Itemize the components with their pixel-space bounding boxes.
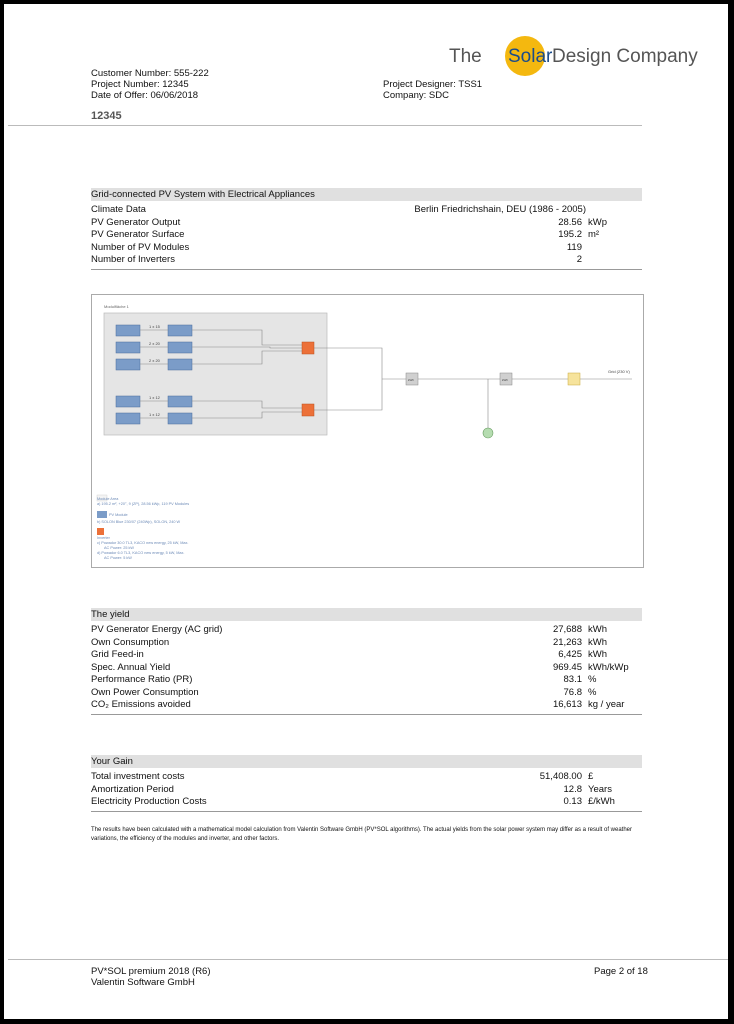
- row-value: 195.2: [558, 229, 582, 240]
- yield-title: The yield: [91, 608, 642, 621]
- row-value: 27,688: [552, 624, 582, 635]
- row-value: 76.8: [563, 686, 582, 698]
- row-unit: kWh: [588, 624, 607, 635]
- row-unit: £/kWh: [588, 796, 615, 807]
- disclaimer-note: The results have been calculated with a mathematical model calculation from Valentin Software GmbH (PV*SOL algorithms). The actual yields from the solar power system may differ as a result of weather variations, the efficiency of the modules and inverter, and other factors.: [91, 827, 633, 842]
- logo-text-solar: Solar: [508, 46, 553, 67]
- project-id: 12345: [91, 110, 122, 122]
- data-row: [91, 674, 642, 687]
- footer-vendor: Valentin Software GmbH: [91, 977, 195, 988]
- company-name: Company: SDC: [383, 90, 449, 101]
- pv-module-icon: [116, 359, 140, 370]
- row-value: 969.45: [552, 661, 582, 673]
- legend-inverter-text-2b: AC Power: 5 kW: [104, 556, 132, 560]
- row-value: 6,425: [558, 649, 582, 660]
- row-label: PV Generator Surface: [91, 229, 185, 240]
- data-row: [91, 204, 642, 217]
- date-of-offer: Date of Offer: 06/06/2018: [91, 90, 199, 101]
- row-value: 12.8: [563, 783, 582, 795]
- yield-divider: [91, 714, 642, 715]
- pv-module-icon: [116, 342, 140, 353]
- row-value: 21,263: [552, 636, 582, 648]
- pv-module-icon: [116, 413, 140, 424]
- row-label: Performance Ratio (PR): [91, 674, 193, 685]
- row-unit: £: [588, 771, 594, 782]
- data-row: [91, 699, 642, 712]
- row-unit: Years: [588, 783, 612, 795]
- data-row: [91, 687, 642, 700]
- row-value: 2: [576, 254, 582, 265]
- pv-module-icon: [168, 325, 192, 336]
- row-value: 0.13: [563, 796, 582, 807]
- data-row: [91, 649, 642, 662]
- pv-module-icon: [168, 359, 192, 370]
- row-unit: %: [588, 674, 597, 685]
- row-value: 16,613: [552, 699, 582, 710]
- row-label: Amortization Period: [91, 783, 174, 795]
- string-label: 1 x 12: [149, 412, 160, 417]
- gain-rows: [91, 771, 642, 809]
- footer-divider: [8, 959, 728, 960]
- system-divider: [91, 269, 642, 270]
- row-value: 83.1: [563, 674, 582, 685]
- footer-page-number: Page 2 of 18: [594, 966, 648, 977]
- row-label: Own Power Consumption: [91, 686, 199, 698]
- row-value: 119: [566, 241, 582, 253]
- data-row: [91, 637, 642, 650]
- row-label: Spec. Annual Yield: [91, 661, 171, 673]
- row-label: Climate Data: [91, 204, 146, 215]
- legend-inverter-title: Inverter: [97, 536, 110, 540]
- system-rows: [91, 204, 642, 267]
- pv-module-icon: [168, 342, 192, 353]
- row-label: Electricity Production Costs: [91, 796, 207, 807]
- legend-module-area-title: Module Area: [97, 497, 119, 501]
- row-label: Number of Inverters: [91, 254, 175, 265]
- row-label: Grid Feed-in: [91, 649, 144, 660]
- data-row: [91, 771, 642, 784]
- project-number: Project Number: 12345: [91, 79, 189, 90]
- row-value: Berlin Friedrichshain, DEU (1986 - 2005): [414, 204, 586, 215]
- pv-module-icon: [168, 413, 192, 424]
- data-row: [91, 254, 642, 267]
- row-unit: kWh: [588, 649, 607, 660]
- appliance-icon: [483, 428, 493, 438]
- system-diagram: [91, 294, 644, 568]
- gain-title: Your Gain: [91, 755, 642, 768]
- customer-number: Customer Number: 555-222: [91, 68, 209, 79]
- report-page: [4, 4, 728, 1019]
- row-value: 51,408.00: [539, 771, 582, 782]
- row-unit: kWh/kWp: [588, 661, 629, 673]
- pv-module-icon: [116, 325, 140, 336]
- footer-product: PV*SOL premium 2018 (R6): [91, 966, 211, 977]
- string-label: 1 x 12: [149, 395, 160, 400]
- gain-section: [91, 755, 642, 812]
- string-label: 1 x 15: [149, 324, 160, 329]
- legend-inverter-text-1: c) Powador 30.0 TL3, KACO new energy, 25 kW, Max.: [97, 541, 189, 545]
- area-label: Modulfläche 1: [104, 304, 129, 309]
- string-label: 2 x 20: [149, 341, 160, 346]
- logo-text-the: The: [449, 46, 482, 67]
- legend-pv-module-title: PV Module: [109, 513, 128, 517]
- row-label: PV Generator Energy (AC grid): [91, 624, 223, 635]
- legend-module-area-text: a) 195.2 m², +20°, 9 (ZP), 28.56 kWp, 119 PV Modules: [97, 502, 190, 506]
- row-unit: m²: [588, 229, 600, 240]
- row-value: 28.56: [558, 216, 582, 228]
- legend-pv-module-text: b) SOLON Blue 230/07 (240Wp), SOLON, 240 W: [97, 520, 181, 524]
- grid-label: Grid (230 V): [608, 369, 630, 374]
- legend-inverter-text-2: d) Powador 6.0 TL3, KACO new energy, 5 kW, Max.: [97, 551, 185, 555]
- row-label: Total investment costs: [91, 771, 185, 782]
- inverter-icon: [302, 404, 314, 416]
- meter-label: kWh: [408, 378, 414, 382]
- legend-inverter-text-1b: AC Power: 25 kW: [104, 546, 134, 550]
- data-row: [91, 784, 642, 797]
- data-row: [91, 796, 642, 809]
- row-label: Own Consumption: [91, 636, 170, 648]
- yield-rows: [91, 624, 642, 712]
- system-title: Grid-connected PV System with Electrical Appliances: [91, 188, 642, 201]
- meter-label: kWh: [502, 378, 508, 382]
- legend-pv-module-swatch: [97, 511, 107, 518]
- row-unit: kWp: [588, 216, 607, 228]
- row-unit: kWh: [588, 636, 607, 648]
- system-section: [91, 188, 642, 270]
- header-divider: [8, 125, 642, 126]
- yield-section: [91, 608, 642, 715]
- pv-module-icon: [168, 396, 192, 407]
- system-schematic: [92, 295, 643, 567]
- row-unit: kg / year: [588, 699, 625, 710]
- project-designer: Project Designer: TSS1: [383, 79, 483, 90]
- string-label: 2 x 20: [149, 358, 160, 363]
- row-label: CO₂ Emissions avoided: [91, 699, 191, 710]
- legend-inverter-swatch: [97, 528, 104, 535]
- row-label: Number of PV Modules: [91, 241, 190, 253]
- pv-module-icon: [116, 396, 140, 407]
- gain-divider: [91, 811, 642, 812]
- logo-text-design-company: Design Company: [552, 46, 698, 67]
- data-row: [91, 229, 642, 242]
- data-row: [91, 624, 642, 637]
- grid-connection-icon: [568, 373, 580, 385]
- data-row: [91, 242, 642, 255]
- data-row: [91, 217, 642, 230]
- data-row: [91, 662, 642, 675]
- inverter-icon: [302, 342, 314, 354]
- row-unit: %: [588, 686, 597, 698]
- row-label: PV Generator Output: [91, 216, 181, 228]
